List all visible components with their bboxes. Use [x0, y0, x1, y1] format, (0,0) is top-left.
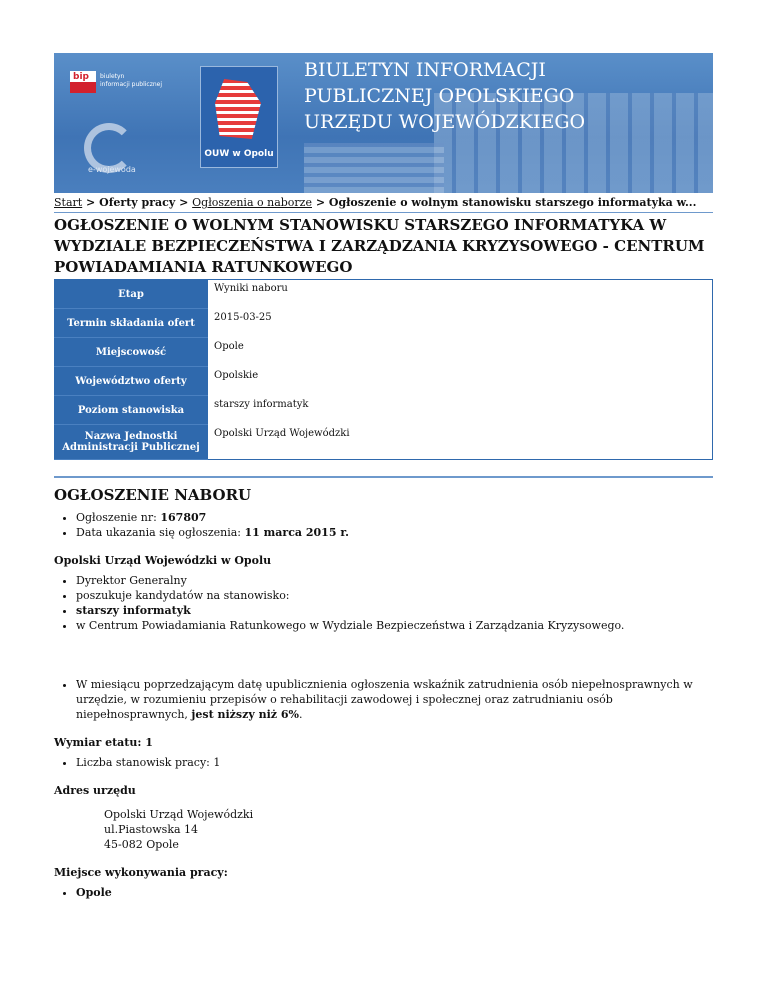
wskaznik-bold: jest niższy niż 6%: [191, 708, 299, 721]
ouw-emblem[interactable]: [200, 66, 278, 168]
wskaznik-end: .: [298, 708, 303, 721]
list-item: • Dyrektor Generalny: [76, 573, 713, 588]
bip-logo-text: bip: [73, 72, 89, 82]
date-value: 11 marca 2015 r.: [244, 526, 349, 539]
address-block: [104, 807, 713, 852]
list-item: • poszukuje kandydatów na stanowisko:: [76, 588, 713, 603]
table-row: [55, 338, 713, 367]
bip-sub-line2: informacji publicznej: [100, 81, 163, 88]
section-heading: OGŁOSZENIE NABORU: [54, 476, 713, 504]
opole-map-icon: [215, 79, 261, 139]
row-value: Opolski Urząd Wojewódzki: [208, 425, 713, 460]
address-heading: Adres urzędu: [54, 784, 136, 797]
breadcrumb-start[interactable]: Start: [54, 196, 83, 209]
site-title: [304, 57, 585, 135]
bip-logo-sub: [100, 73, 162, 89]
breadcrumb-sep: >: [86, 196, 96, 209]
spacer: [54, 633, 713, 671]
breadcrumb-sep: >: [179, 196, 189, 209]
row-label: Poziom stanowiska: [55, 396, 208, 425]
list-item: • starszy informatyk: [76, 603, 713, 618]
nr-label: Ogłoszenie nr:: [76, 511, 161, 524]
building-photo-lower: [304, 143, 444, 193]
breadcrumb-oferty: Oferty pracy: [99, 196, 176, 209]
count-list: [54, 755, 713, 770]
wskaznik-text: W miesiącu poprzedzającym datę upublicznienia ogłoszenia wskaźnik zatrudnienia osób niepełnosprawnych w urzędzie, w rozumieniu przepisów o rehabilitacji zawodowej i społecznej oraz zatrudnianiu osób niepełnosprawnych,: [76, 678, 693, 721]
table-row: [55, 280, 713, 309]
breadcrumb-ogloszenia[interactable]: Ogłoszenia o naborze: [192, 196, 312, 209]
list-item: [76, 677, 713, 722]
site-title-line2: PUBLICZNEJ OPOLSKIEGO: [304, 85, 575, 107]
date-label: Data ukazania się ogłoszenia:: [76, 526, 245, 539]
table-row: [55, 367, 713, 396]
address-line: 45-082 Opole: [104, 838, 179, 851]
row-label: Termin składania ofert: [55, 309, 208, 338]
workplace-list: [54, 885, 713, 900]
page-wrapper: [54, 53, 713, 900]
row-value: starszy informatyk: [208, 396, 713, 425]
row-value: Opolskie: [208, 367, 713, 396]
info-table: [54, 279, 713, 460]
row-label: Miejscowość: [55, 338, 208, 367]
table-row: [55, 309, 713, 338]
wymiar-etatu: Wymiar etatu: 1: [54, 736, 153, 749]
nr-value: 167807: [160, 511, 207, 524]
breadcrumb-current: Ogłoszenie o wolnym stanowisku starszego informatyka w...: [328, 196, 697, 209]
site-title-line1: BIULETYN INFORMACJI: [304, 59, 546, 81]
bip-logo[interactable]: [70, 71, 170, 101]
announcement-meta-list: [54, 510, 713, 540]
breadcrumb-sep: >: [315, 196, 326, 209]
list-item: • Opole: [76, 885, 713, 900]
list-item: • Liczba stanowisk pracy: 1: [76, 755, 713, 770]
row-value: 2015-03-25: [208, 309, 713, 338]
table-row: [55, 425, 713, 460]
breadcrumb: [54, 195, 713, 210]
row-label: Etap: [55, 280, 208, 309]
row-label: Województwo oferty: [55, 367, 208, 396]
list-item: [76, 510, 713, 525]
row-label: Nazwa Jednostki Administracji Publicznej: [55, 425, 208, 460]
page-title: OGŁOSZENIE O WOLNYM STANOWISKU STARSZEGO INFORMATYKA W WYDZIALE BEZPIECZEŃSTWA I ZARZĄDZANIA KRYZYSOWEGO - CENTRUM POWIADAMIANIA RATUNKOWEGO: [54, 212, 713, 278]
e-wojewoda-label: e-wojewoda: [88, 165, 136, 174]
workplace-heading: Miejsce wykonywania pracy:: [54, 866, 228, 879]
address-line: Opolski Urząd Wojewódzki: [104, 808, 254, 821]
bip-sub-line1: biuletyn: [100, 73, 125, 80]
table-row: [55, 396, 713, 425]
list-item: • w Centrum Powiadamiania Ratunkowego w Wydziale Bezpieczeństwa i Zarządzania Kryzysowego.: [76, 618, 713, 633]
office-name: Opolski Urząd Wojewódzki w Opolu: [54, 554, 272, 567]
position-list: [54, 573, 713, 633]
disability-list: [54, 677, 713, 722]
header-banner: [54, 53, 713, 193]
row-value: Wyniki naboru: [208, 280, 713, 309]
bip-logo-red: [70, 82, 96, 93]
site-title-line3: URZĘDU WOJEWÓDZKIEGO: [304, 111, 586, 133]
emblem-label: OUW w Opolu: [204, 149, 274, 159]
list-item: [76, 525, 713, 540]
row-value: Opole: [208, 338, 713, 367]
address-line: ul.Piastowska 14: [104, 823, 199, 836]
